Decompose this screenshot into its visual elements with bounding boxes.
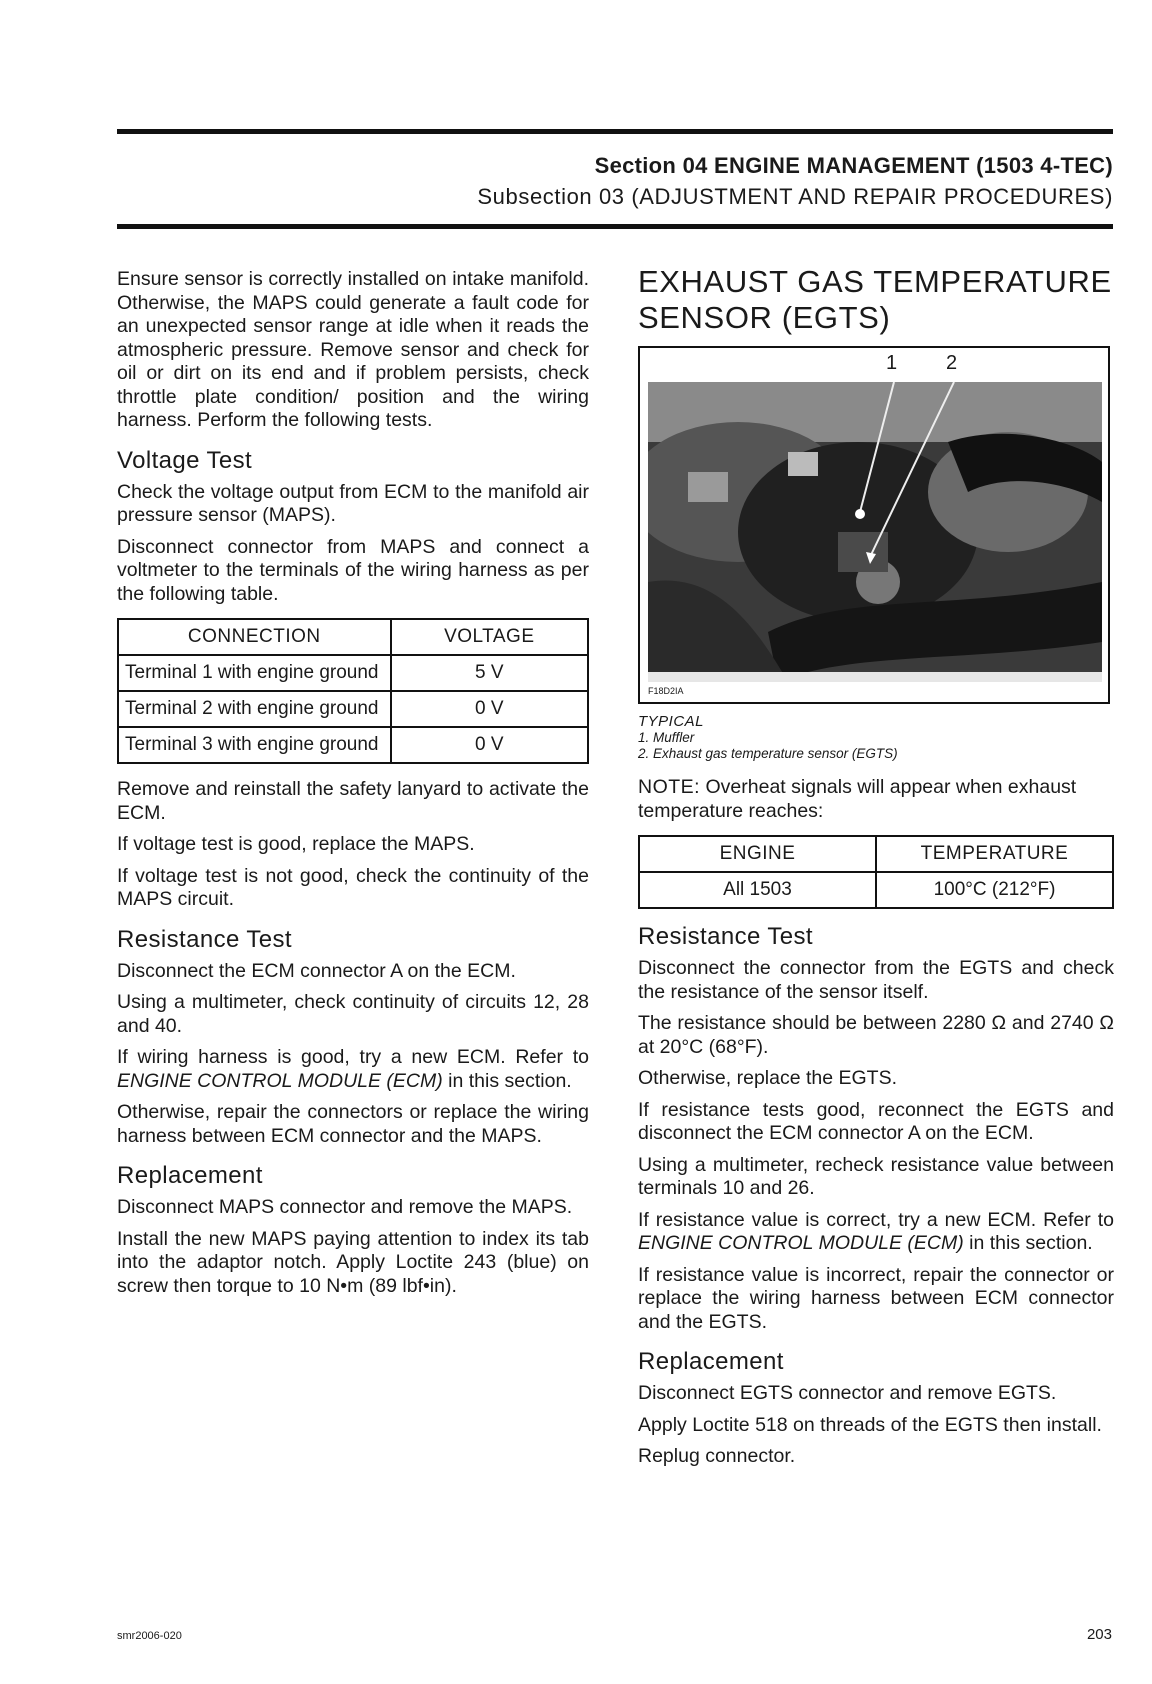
figure-code: F18D2IA bbox=[648, 686, 684, 696]
left-column bbox=[117, 268, 589, 1306]
table-cell-temperature: 100°C (212°F) bbox=[876, 872, 1113, 908]
maps-intro-paragraph: Ensure sensor is correctly installed on intake manifold. Otherwise, the MAPS could generate a fault code for an unexpected sensor range at idle when it reads the atmospheric pressure. Remove sensor and check for oil or dirt on its end and if problem persists, check throttle plate condition/ position and the wiring harness. Perform the following tests. bbox=[117, 268, 589, 431]
header-rule-bottom bbox=[117, 224, 1113, 229]
egts-p6-text-b: in this section. bbox=[963, 1232, 1093, 1254]
table-row bbox=[118, 727, 588, 763]
table-cell-connection: Terminal 3 with engine ground bbox=[118, 727, 391, 763]
resistance-paragraph-3 bbox=[117, 1046, 589, 1093]
table-cell-voltage: 0 V bbox=[391, 727, 588, 763]
egts-replacement-paragraph-1: Disconnect EGTS connector and remove EGTS. bbox=[638, 1382, 1057, 1404]
table-cell-voltage: 0 V bbox=[391, 691, 588, 727]
resistance-paragraph-2: Using a multimeter, check continuity of circuits 12, 28 and 40. bbox=[117, 991, 589, 1037]
table-row bbox=[639, 872, 1113, 908]
resistance-test-heading: Resistance Test bbox=[117, 925, 292, 953]
table-header-connection: CONNECTION bbox=[118, 619, 391, 655]
resistance-paragraph-4: Otherwise, repair the connectors or replace the wiring harness between ECM connector and the MAPS. bbox=[117, 1101, 589, 1147]
table-header-row bbox=[118, 619, 588, 655]
egts-title bbox=[638, 264, 1114, 336]
note-label: NOTE: bbox=[638, 776, 701, 798]
callout-1: 1 bbox=[886, 352, 898, 374]
temperature-table bbox=[638, 835, 1114, 909]
voltage-test-heading: Voltage Test bbox=[117, 446, 253, 474]
replacement-paragraph-1: Disconnect MAPS connector and remove the MAPS. bbox=[117, 1196, 573, 1218]
page-number: 203 bbox=[1086, 1626, 1112, 1643]
note-paragraph bbox=[638, 776, 1114, 823]
voltage-paragraph-2: Disconnect connector from MAPS and connect a voltmeter to the terminals of the wiring harness as per the following table. bbox=[117, 535, 589, 605]
ecm-reference-link[interactable]: ENGINE CONTROL MODULE (ECM) bbox=[638, 1232, 964, 1254]
egts-figure bbox=[638, 346, 1110, 704]
table-header-temperature: TEMPERATURE bbox=[876, 836, 1113, 872]
caption-title: TYPICAL bbox=[638, 713, 705, 730]
resistance-paragraph-1: Disconnect the ECM connector A on the ECM. bbox=[117, 959, 516, 982]
caption-item-1: 1. Muffler bbox=[638, 730, 695, 745]
resistance-p3-text-b: in this section. bbox=[442, 1069, 572, 1092]
header-rule-top bbox=[117, 129, 1113, 134]
table-header-engine: ENGINE bbox=[639, 836, 876, 872]
table-cell-connection: Terminal 2 with engine ground bbox=[118, 691, 391, 727]
table-cell-connection: Terminal 1 with engine ground bbox=[118, 655, 391, 691]
egts-resistance-paragraph-1: Disconnect the connector from the EGTS and check the resistance of the sensor itself. bbox=[638, 957, 1114, 1003]
table-header-row bbox=[639, 836, 1113, 872]
figure-caption bbox=[638, 714, 1114, 762]
egts-title-line-1: EXHAUST GAS TEMPERATURE bbox=[638, 264, 1112, 299]
voltage-good-paragraph: If voltage test is good, replace the MAPS. bbox=[117, 833, 475, 855]
voltage-table bbox=[117, 618, 589, 764]
egts-resistance-paragraph-6 bbox=[638, 1209, 1114, 1256]
subsection-title: Subsection 03 (ADJUSTMENT AND REPAIR PROCEDURES) bbox=[477, 184, 1113, 209]
resistance-p3-text-a: If wiring harness is good, try a new ECM. Refer to bbox=[117, 1046, 589, 1068]
replacement-heading: Replacement bbox=[117, 1162, 263, 1189]
egts-title-line-2: SENSOR (EGTS) bbox=[638, 300, 891, 335]
caption-item-2: 2. Exhaust gas temperature sensor (EGTS) bbox=[638, 746, 898, 761]
egts-replacement-paragraph-2: Apply Loctite 518 on threads of the EGTS then install. bbox=[638, 1413, 1102, 1436]
voltage-not-good-paragraph: If voltage test is not good, check the continuity of the MAPS circuit. bbox=[117, 864, 589, 910]
table-cell-voltage: 5 V bbox=[391, 655, 588, 691]
egts-replacement-heading: Replacement bbox=[638, 1348, 784, 1375]
egts-resistance-paragraph-2: The resistance should be between 2280 Ω and 2740 Ω at 20°C (68°F). bbox=[638, 1012, 1114, 1058]
egts-resistance-heading: Resistance Test bbox=[638, 923, 813, 950]
table-row bbox=[118, 691, 588, 727]
lanyard-paragraph: Remove and reinstall the safety lanyard to activate the ECM. bbox=[117, 778, 589, 824]
egts-resistance-paragraph-3: Otherwise, replace the EGTS. bbox=[638, 1067, 898, 1089]
egts-resistance-paragraph-4: If resistance tests good, reconnect the EGTS and disconnect the ECM connector A on the ECM. bbox=[638, 1098, 1114, 1144]
section-title: Section 04 ENGINE MANAGEMENT (1503 4-TEC) bbox=[594, 153, 1113, 178]
egts-replacement-paragraph-3: Replug connector. bbox=[638, 1445, 796, 1467]
replacement-paragraph-2: Install the new MAPS paying attention to index its tab into the adaptor notch. Apply Loctite 243 (blue) on screw then torque to 10 N•m (89 lbf•in). bbox=[117, 1227, 589, 1297]
right-column bbox=[638, 264, 1114, 1477]
voltage-paragraph-1: Check the voltage output from ECM to the manifold air pressure sensor (MAPS). bbox=[117, 480, 589, 526]
egts-p6-text-a: If resistance value is correct, try a new ECM. Refer to bbox=[638, 1208, 1114, 1231]
callout-2: 2 bbox=[946, 352, 958, 374]
egts-resistance-paragraph-7: If resistance value is incorrect, repair the connector or replace the wiring harness between ECM connector and the EGTS. bbox=[638, 1263, 1114, 1333]
document-code: smr2006-020 bbox=[117, 1630, 182, 1642]
ecm-reference-link[interactable]: ENGINE CONTROL MODULE (ECM) bbox=[117, 1069, 443, 1092]
egts-resistance-paragraph-5: Using a multimeter, recheck resistance value between terminals 10 and 26. bbox=[638, 1153, 1114, 1199]
engine-photo bbox=[648, 382, 1102, 682]
table-row bbox=[118, 655, 588, 691]
note-text: Overheat signals will appear when exhaust temperature reaches: bbox=[638, 776, 1077, 822]
table-header-voltage: VOLTAGE bbox=[391, 619, 588, 655]
table-cell-engine: All 1503 bbox=[639, 872, 876, 908]
